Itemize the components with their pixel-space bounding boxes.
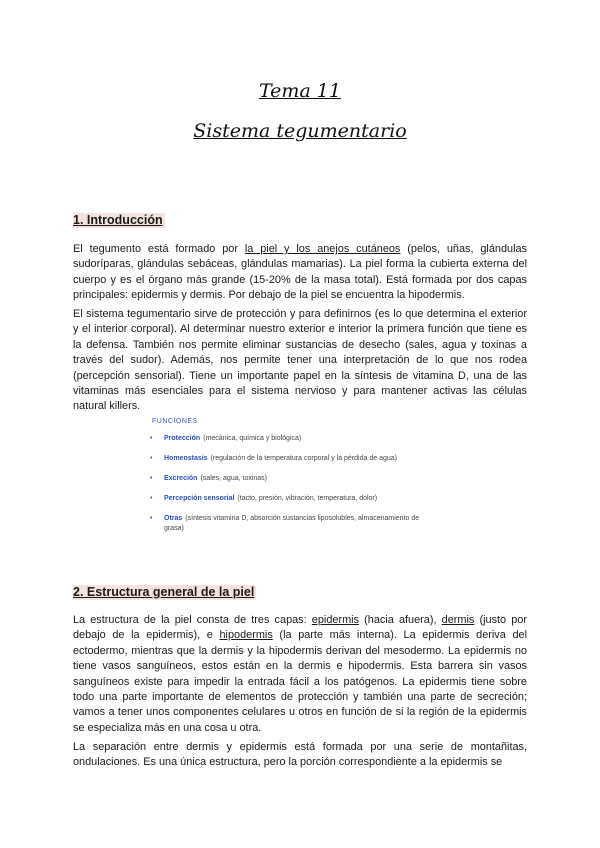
underlined-term-dermis: dermis [441, 614, 475, 626]
text-segment: (la parte más interna). La epidermis deriva del ectodermo, mientras que la dermis y la hipodermis derivan del mesodermo. La epidermis no tiene vasos sanguíneos, estos están en la dermis e hipodermis. Esta barrera sin vasos sanguíneos existe para impedir la entrada fácil a los patógenos. La epidermis tiene sobre todo una parte importante de elementos de protección y también una parte de secreción; vamos a tener unos componentes celulares u otros en función de si la región de la epidermis se especializa más en una cosa u otra. [73, 629, 527, 734]
funcion-item [150, 494, 470, 504]
funcion-item [150, 454, 470, 464]
bullet-icon: • [150, 475, 153, 482]
funcion-desc: (tacto, presión, vibración, temperatura, dolor) [237, 495, 378, 502]
paragraph-intro-1 [73, 242, 527, 304]
funcion-name: Excreción [164, 475, 198, 482]
text-segment: (pelos, uñas, glándulas sudoríparas, glándulas sebáceas, glándulas mamarias). La piel forma la cubierta externa del cuerpo y es el órgano más grande (15-20% de la masa total). Está formada por dos capas principales: epidermis y dermis. Por debajo de la piel se encuentra la hipodermis. [73, 243, 527, 302]
paragraph-estructura-2: La separación entre dermis y epidermis está formada por una serie de montañitas, ondulaciones. Es una única estructura, pero la porción correspondiente a la epidermis se [73, 741, 527, 769]
page-title: Tema 11 [258, 80, 341, 102]
text-segment: (hacia afuera), [359, 614, 442, 626]
text-segment: El tegumento está formado por [73, 243, 245, 255]
funciones-figure [150, 418, 470, 544]
text-segment: La estructura de la piel consta de tres capas: [73, 614, 312, 626]
page-subtitle: Sistema tegumentario [193, 120, 407, 142]
text-segment: (justo por debajo de la epidermis), e [73, 614, 527, 642]
bullet-icon: • [150, 435, 153, 442]
funcion-name: Protección [164, 435, 201, 442]
bullet-icon: • [150, 455, 153, 462]
funciones-title: FUNCIONES [152, 418, 198, 425]
funcion-desc: (regulación de la temperatura corporal y la pérdida de agua) [210, 455, 397, 462]
bullet-icon: • [150, 515, 153, 522]
funcion-name: Percepción sensorial [164, 495, 235, 502]
funcion-item [150, 474, 470, 484]
funcion-item [150, 514, 440, 534]
underlined-term: la piel y los anejos cutáneos [244, 243, 401, 255]
underlined-term-epidermis: epidermis [311, 614, 360, 626]
funcion-desc: (síntesis vitamina D, absorción sustancias liposolubles, almacenamiento de grasa) [164, 515, 420, 532]
section-heading-estructura: 2. Estructura general de la piel [73, 585, 255, 599]
paragraph-estructura-1 [73, 613, 527, 736]
paragraph-intro-2: El sistema tegumentario sirve de protección y para definirnos (es lo que determina el exterior y el interior corporal). Al determinar nuestro exterior e interior la primera función que tiene es la defensa. También nos permite eliminar sustancias de desecho (sales, agua y toxinas a través del sudor). Además, nos permite tener una interpretación de lo que nos rodea (percepción sensorial). Tiene un importante papel en la síntesis de vitamina D, una de las vitaminas más esenciales para el sistema nervioso y para mantener activas las células natural killers. [73, 308, 527, 413]
funcion-name: Homeostasis [164, 455, 208, 462]
bullet-icon: • [150, 495, 153, 502]
funcion-desc: (sales, agua, toxinas) [200, 475, 268, 482]
funcion-desc: (mecánica, química y biológica) [203, 435, 302, 442]
funcion-name: Otras [164, 515, 183, 522]
underlined-term-hipodermis: hipodermis [219, 629, 273, 642]
funcion-item [150, 434, 470, 444]
section-heading-introduccion: 1. Introducción [73, 213, 163, 227]
